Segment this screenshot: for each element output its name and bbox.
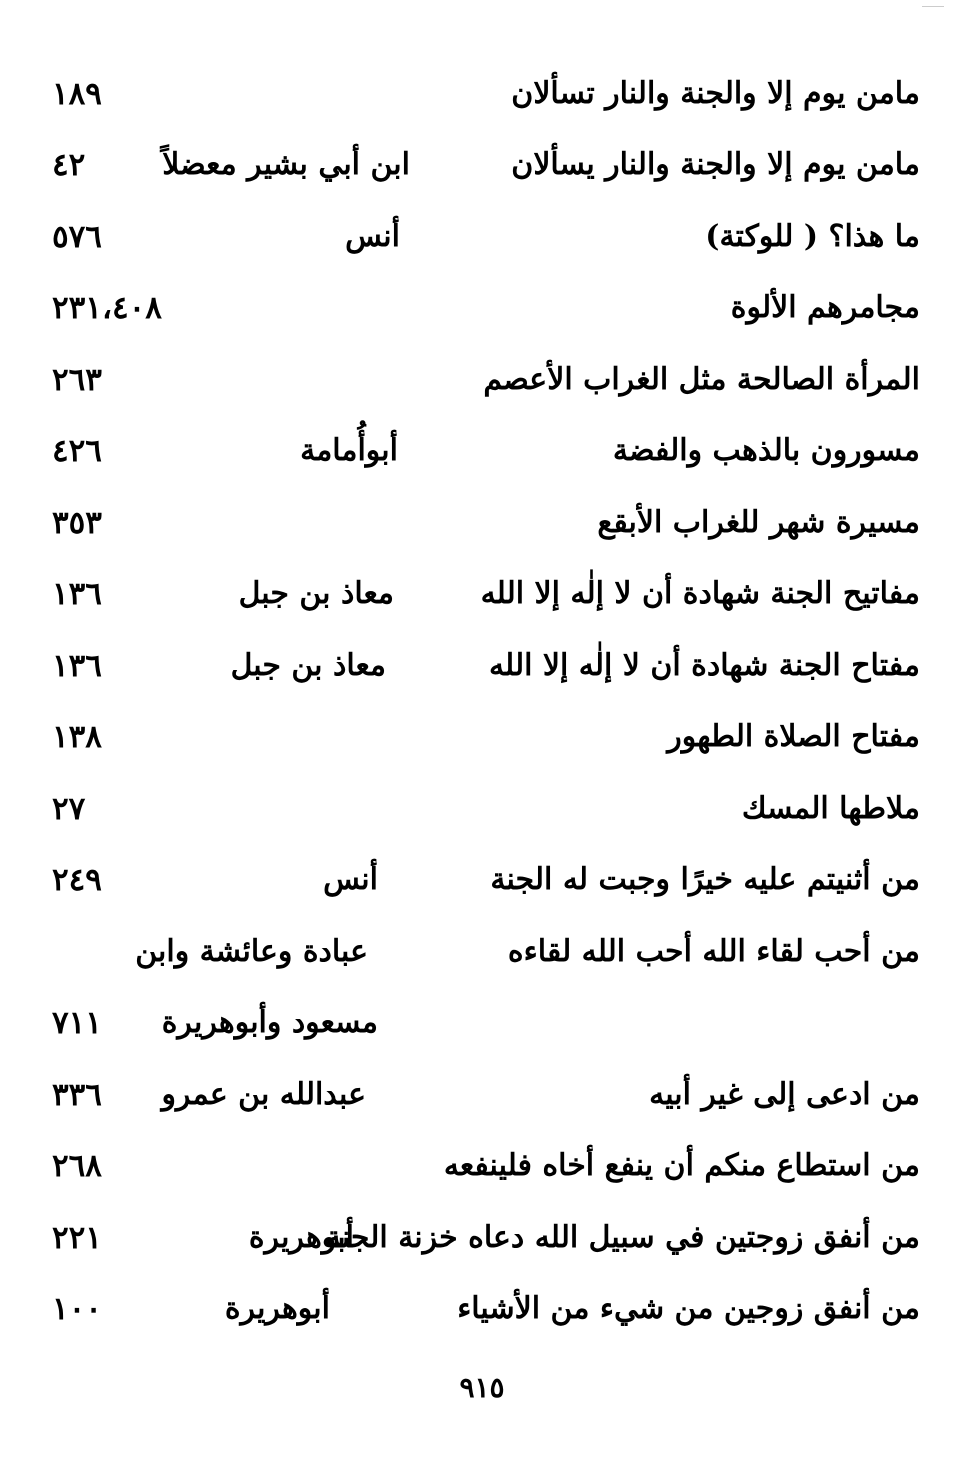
hadith-text: المرأة الصالحة مثل الغراب الأعصم <box>483 362 920 397</box>
index-row <box>0 922 964 982</box>
page-reference: ٢٤٩ <box>52 862 102 898</box>
index-row <box>0 1065 964 1125</box>
index-row <box>0 350 964 410</box>
hadith-text: مامن يوم إلا والجنة والنار يسألان <box>511 147 920 182</box>
narrator-name: عبادة وعائشة وابن <box>135 934 368 969</box>
page-reference: ٣٣٦ <box>52 1077 102 1113</box>
index-row <box>0 707 964 767</box>
index-row <box>0 207 964 267</box>
index-row <box>0 135 964 195</box>
narrator-name: معاذ بن جبل <box>230 648 386 683</box>
hadith-text: مسورون بالذهب والفضة <box>612 433 920 468</box>
index-row <box>0 564 964 624</box>
narrator-name: أبوأُمامة <box>300 433 398 468</box>
index-row <box>0 1208 964 1268</box>
hadith-text: مسيرة شهر للغراب الأبقع <box>597 505 920 540</box>
narrator-name: عبدالله بن عمرو <box>161 1077 366 1112</box>
index-row <box>0 1136 964 1196</box>
index-row <box>0 779 964 839</box>
hadith-text: من أحب لقاء الله أحب الله لقاءه <box>507 934 920 969</box>
page-reference: ١٠٠ <box>52 1291 102 1327</box>
page-reference: ٤٢٦ <box>52 433 102 469</box>
hadith-text: مامن يوم إلا والجنة والنار تسألان <box>511 76 920 111</box>
index-row <box>0 421 964 481</box>
hadith-text: من أثنيتم عليه خيرًا وجبت له الجنة <box>490 862 920 897</box>
page-reference: ٤٢ <box>52 147 86 183</box>
page-reference: ٢٢١ <box>52 1220 102 1256</box>
hadith-text: من استطاع منكم أن ينفع أخاه فلينفعه <box>443 1148 920 1183</box>
page-reference: ٣٥٣ <box>52 505 102 541</box>
hadith-text: من أنفق زوجتين في سبيل الله دعاه خزنة الجنة <box>325 1220 920 1255</box>
narrator-name: أنس <box>345 219 400 254</box>
hadith-text: ما هذا؟ ( للوكتة) <box>705 219 920 254</box>
hadith-text: من ادعى إلى غير أبيه <box>649 1077 920 1112</box>
page-reference: ٢٦٣ <box>52 362 102 398</box>
index-row <box>0 278 964 338</box>
hadith-text: مفتاح الصلاة الطهور <box>667 719 920 754</box>
index-row <box>0 493 964 553</box>
narrator-name: أبوهريرة <box>248 1220 354 1255</box>
index-row <box>0 636 964 696</box>
page-reference: ٢٦٨ <box>52 1148 102 1184</box>
hadith-text: مجامرهم الألوة <box>730 290 920 325</box>
page-reference: ١٣٨ <box>52 719 102 755</box>
narrator-name: مسعود وأبوهريرة <box>161 1005 378 1040</box>
hadith-text: من أنفق زوجين من شيء من الأشياء <box>457 1291 920 1326</box>
page-reference: ١٣٦ <box>52 648 102 684</box>
scan-mark <box>922 6 944 7</box>
page-reference: ٥٧٦ <box>52 219 102 255</box>
narrator-name: ابن أبي بشير معضلاً <box>162 147 410 182</box>
page-reference: ٢٣١،٤٠٨ <box>52 290 162 326</box>
hadith-text: مفاتيح الجنة شهادة أن لا إلٰه إلا الله <box>480 576 920 611</box>
page-reference: ١٣٦ <box>52 576 102 612</box>
index-row <box>0 850 964 910</box>
hadith-text: ملاطها المسك <box>741 791 920 826</box>
page-reference: ٧١١ <box>52 1005 102 1041</box>
narrator-name: أبوهريرة <box>224 1291 330 1326</box>
page-reference: ١٨٩ <box>52 76 102 112</box>
page-reference: ٢٧ <box>52 791 86 827</box>
index-row <box>0 64 964 124</box>
index-row <box>0 993 964 1053</box>
page-number: ٩١٥ <box>459 1371 505 1404</box>
hadith-text: مفتاح الجنة شهادة أن لا إلٰه إلا الله <box>488 648 920 683</box>
narrator-name: معاذ بن جبل <box>238 576 394 611</box>
index-row <box>0 1279 964 1339</box>
narrator-name: أنس <box>323 862 378 897</box>
